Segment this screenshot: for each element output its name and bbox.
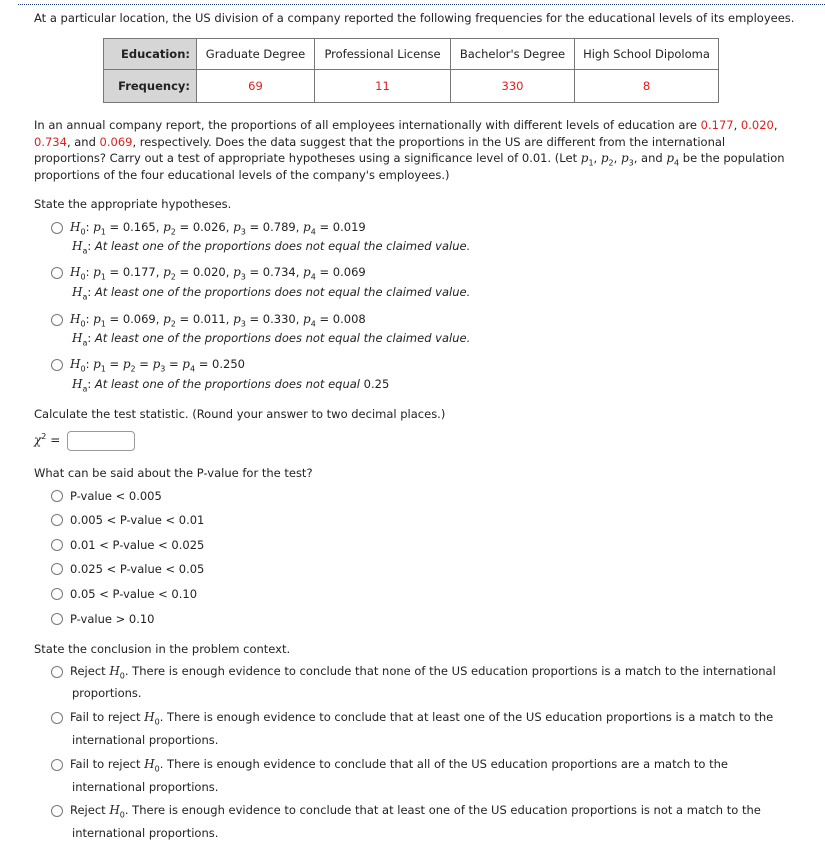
chi-square-input[interactable] bbox=[67, 431, 135, 451]
conclusion-prompt: State the conclusion in the problem context. bbox=[34, 642, 291, 656]
proportion-value: 0.734 bbox=[34, 135, 67, 149]
frequency-header: Frequency: bbox=[104, 70, 197, 103]
frequency-cell: 8 bbox=[575, 70, 719, 103]
question-line: 0.734, and 0.069, respectively. Does the data suggest that the proportions in the US are different from the international bbox=[34, 135, 726, 149]
conclusion-radio-2[interactable] bbox=[51, 712, 63, 724]
hypothesis-h0: $H_0$: $p_1 = 0.165$, $p_2 = 0.026$, $p_3 = 0.789$, $p_4 = 0.019$ bbox=[70, 220, 366, 237]
pvalue-option: P-value < 0.005 bbox=[70, 489, 162, 503]
question-line: In an annual company report, the proportions of all employees internationally with different levels of education are 0.177, 0.020, bbox=[34, 118, 778, 132]
hypothesis-radio-1[interactable] bbox=[51, 222, 63, 234]
question-line: proportions? Carry out a test of appropriate hypotheses using a significance level of 0.01. (Let $p_1$, $p_2$, $p_3$, and $p_4$ be the population bbox=[34, 151, 785, 168]
pvalue-radio-5[interactable] bbox=[51, 588, 63, 600]
education-header: Education: bbox=[104, 39, 197, 70]
frequency-cell: 11 bbox=[315, 70, 451, 103]
conclusion-radio-4[interactable] bbox=[51, 805, 63, 817]
top-border bbox=[18, 4, 825, 5]
question-line: proportions of the four educational levels of the company's employees.) bbox=[34, 168, 450, 182]
conclusion-option-cont: proportions. bbox=[72, 686, 142, 700]
pvalue-option: P-value > 0.10 bbox=[70, 612, 155, 626]
pvalue-option: 0.005 < P-value < 0.01 bbox=[70, 513, 205, 527]
statistic-prompt: Calculate the test statistic. (Round your answer to two decimal places.) bbox=[34, 407, 446, 421]
hypothesis-h0: $H_0$: $p_1 = p_2 = p_3 = p_4 = 0.250$ bbox=[70, 357, 245, 374]
pvalue-radio-2[interactable] bbox=[51, 514, 63, 526]
pvalue-option: 0.025 < P-value < 0.05 bbox=[70, 562, 205, 576]
frequency-table bbox=[103, 38, 719, 103]
conclusion-option: Reject $H_0$. There is enough evidence to conclude that none of the US education proportions is a match to the international bbox=[70, 664, 776, 681]
chi-square-label: $\chi^2$ = bbox=[34, 432, 61, 447]
pvalue-radio-6[interactable] bbox=[51, 613, 63, 625]
pvalue-option: 0.01 < P-value < 0.025 bbox=[70, 538, 205, 552]
conclusion-radio-1[interactable] bbox=[51, 666, 63, 678]
hypothesis-radio-3[interactable] bbox=[51, 314, 63, 326]
pvalue-radio-3[interactable] bbox=[51, 539, 63, 551]
column-header: Bachelor's Degree bbox=[451, 39, 575, 70]
column-header: High School Dipoloma bbox=[575, 39, 719, 70]
hypothesis-h0: $H_0$: $p_1 = 0.177$, $p_2 = 0.020$, $p_3 = 0.734$, $p_4 = 0.069$ bbox=[70, 265, 366, 282]
frequency-cell: 330 bbox=[451, 70, 575, 103]
conclusion-option-cont: international proportions. bbox=[72, 733, 219, 747]
intro-text: At a particular location, the US division of a company reported the following frequencies for the educational levels of its employees. bbox=[34, 11, 795, 25]
column-header: Graduate Degree bbox=[197, 39, 315, 70]
conclusion-option: Reject $H_0$. There is enough evidence to conclude that at least one of the US education proportions is not a match to the bbox=[70, 803, 761, 820]
proportion-value: 0.177 bbox=[700, 118, 734, 132]
hypothesis-ha: $H_a$: At least one of the proportions does not equal the claimed value. bbox=[72, 285, 471, 302]
frequency-cell: 69 bbox=[197, 70, 315, 103]
hypothesis-radio-2[interactable] bbox=[51, 267, 63, 279]
pvalue-radio-1[interactable] bbox=[51, 490, 63, 502]
conclusion-option-cont: international proportions. bbox=[72, 826, 219, 840]
hypothesis-h0: $H_0$: $p_1 = 0.069$, $p_2 = 0.011$, $p_3 = 0.330$, $p_4 = 0.008$ bbox=[70, 312, 366, 329]
hypotheses-prompt: State the appropriate hypotheses. bbox=[34, 197, 232, 211]
conclusion-option-cont: international proportions. bbox=[72, 780, 219, 794]
column-header: Professional License bbox=[315, 39, 451, 70]
pvalue-prompt: What can be said about the P-value for the test? bbox=[34, 466, 313, 480]
conclusion-option: Fail to reject $H_0$. There is enough evidence to conclude that at least one of the US education proportions is a match to the bbox=[70, 710, 774, 727]
pvalue-radio-4[interactable] bbox=[51, 563, 63, 575]
conclusion-option: Fail to reject $H_0$. There is enough evidence to conclude that all of the US education proportions are a match to the bbox=[70, 757, 728, 774]
proportion-value: 0.069 bbox=[99, 135, 133, 149]
hypothesis-radio-4[interactable] bbox=[51, 359, 63, 371]
pvalue-option: 0.05 < P-value < 0.10 bbox=[70, 587, 198, 601]
hypothesis-ha: $H_a$: At least one of the proportions does not equal the claimed value. bbox=[72, 331, 471, 348]
hypothesis-ha: $H_a$: At least one of the proportions does not equal the claimed value. bbox=[72, 239, 471, 256]
conclusion-radio-3[interactable] bbox=[51, 759, 63, 771]
proportion-value: 0.020 bbox=[740, 118, 774, 132]
hypothesis-ha: $H_a$: At least one of the proportions does not equal 0.25 bbox=[72, 377, 390, 394]
